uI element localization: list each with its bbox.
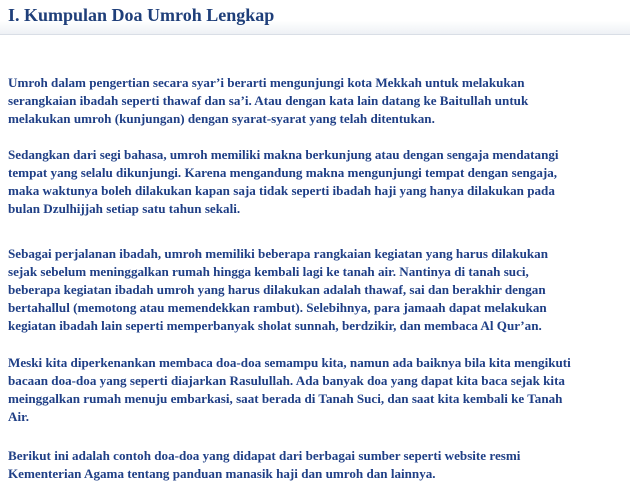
text-line: kegiatan ibadah lain seperti memperbanyak sholat sunnah, berdzikir, dan membaca Al Qur’an.	[8, 318, 542, 333]
paragraph-language-meaning	[8, 146, 628, 218]
text-line: Berikut ini adalah contoh doa-doa yang didapat dari berbagai sumber seperti website resmi	[8, 448, 521, 463]
text-line: bulan Dzulhijjah setiap satu tahun sekali.	[8, 201, 241, 216]
text-line: Kementerian Agama tentang panduan manasik haji dan umroh dan lainnya.	[8, 466, 436, 481]
text-line: maka waktunya boleh dilakukan kapan saja tidak seperti ibadah haji yang hanya dilakukan pada	[8, 183, 555, 198]
title-bar	[0, 0, 630, 35]
text-line: Air.	[8, 409, 29, 424]
text-line: Sedangkan dari segi bahasa, umroh memiliki makna berkunjung atau dengan sengaja mendatangi	[8, 147, 559, 162]
text-line: melakukan umroh (kunjungan) dengan syarat-syarat yang telah ditentukan.	[8, 111, 435, 126]
paragraph-sources	[8, 447, 628, 483]
text-line: beberapa kegiatan ibadah umroh yang harus dilakukan adalah thawaf, sai dan berakhir dengan	[8, 282, 546, 297]
text-line: Meski kita diperkenankan membaca doa-doa semampu kita, namun ada baiknya bila kita mengikuti	[8, 355, 571, 370]
text-line: sejak sebelum meninggalkan rumah hingga kembali lagi ke tanah air. Nantinya di tanah suci,	[8, 264, 529, 279]
text-line: serangkaian ibadah seperti thawaf dan sa’i. Atau dengan kata lain datang ke Baitullah untuk	[8, 93, 529, 108]
paragraph-prayers	[8, 354, 628, 426]
page-title: I. Kumpulan Doa Umroh Lengkap	[8, 5, 275, 25]
text-line: tempat yang selalu dikunjungi. Karena mengandung makna mengunjungi tempat dengan sengaja,	[8, 165, 558, 180]
text-line: bacaan doa-doa yang seperti diajarkan Rasulullah. Ada banyak doa yang dapat kita baca sejak kita	[8, 373, 565, 388]
text-line: Sebagai perjalanan ibadah, umroh memiliki beberapa rangkaian kegiatan yang harus dilakukan	[8, 246, 548, 261]
paragraph-worship-activities	[8, 245, 628, 335]
text-line: bertahallul (memotong atau memendekkan rambut). Selebihnya, para jamaah dapat melakukan	[8, 300, 547, 315]
text-line: Umroh dalam pengertian secara syar’i berarti mengunjungi kota Mekkah untuk melakukan	[8, 75, 525, 90]
paragraph-umroh-definition	[8, 74, 628, 128]
text-line: meinggalkan rumah menuju embarkasi, saat berada di Tanah Suci, dan saat kita kembali ke Tanah	[8, 391, 563, 406]
